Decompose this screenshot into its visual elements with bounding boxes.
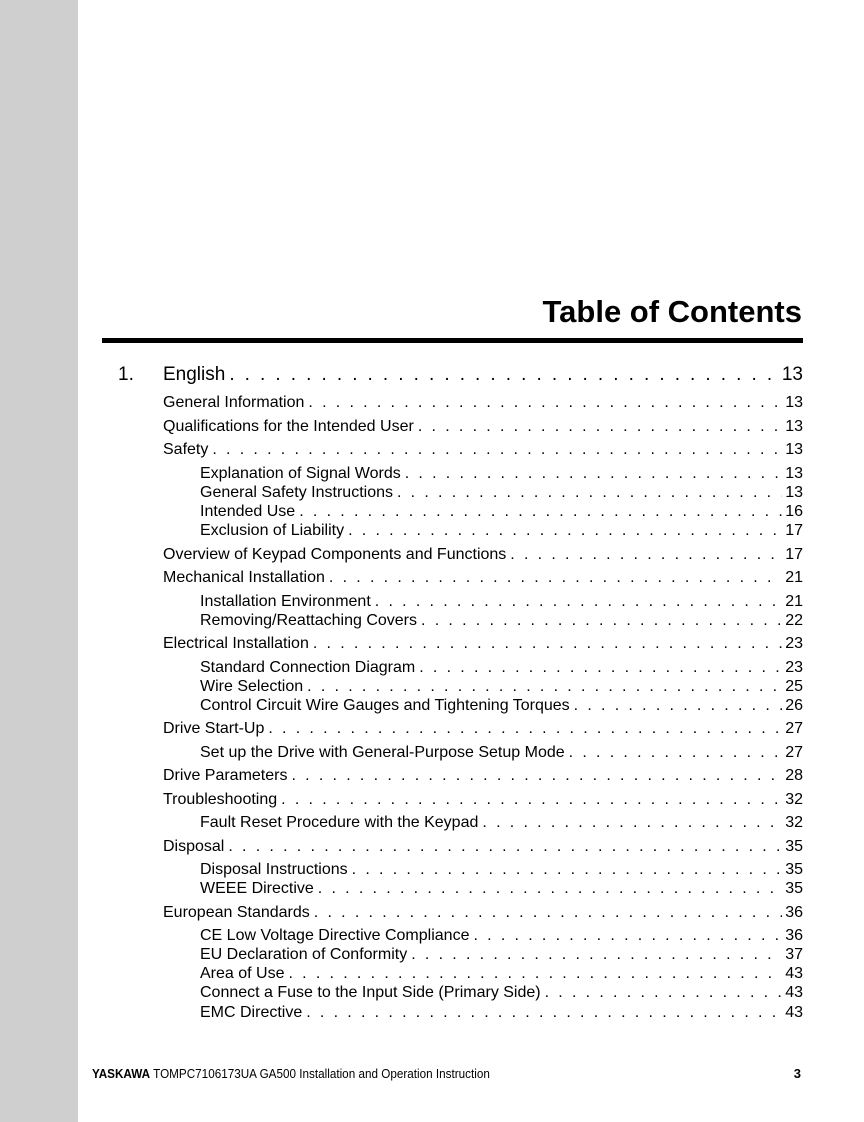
toc-page: 35 xyxy=(785,880,803,897)
toc-label: Set up the Drive with General-Purpose Setup Mode xyxy=(200,744,565,761)
leader-dots xyxy=(574,696,783,716)
leader-dots xyxy=(482,813,782,833)
page-number: 3 xyxy=(793,1066,801,1081)
toc-page: 22 xyxy=(785,612,803,629)
toc-label: Control Circuit Wire Gauges and Tightening Torques xyxy=(200,697,570,714)
toc-page: 35 xyxy=(785,838,803,855)
page-title: Table of Contents xyxy=(542,294,802,329)
leader-dots xyxy=(352,860,783,880)
toc-label: Electrical Installation xyxy=(163,635,309,652)
page-footer xyxy=(92,1066,490,1082)
toc-label: Overview of Keypad Components and Functions xyxy=(163,546,507,563)
toc-label: Installation Environment xyxy=(200,593,371,610)
footer-brand: YASKAWA xyxy=(92,1066,151,1081)
toc-subentry[interactable] xyxy=(200,502,803,522)
toc-page: 13 xyxy=(785,441,803,458)
toc-entry[interactable] xyxy=(163,440,803,460)
toc-page: 23 xyxy=(785,635,803,652)
leader-dots xyxy=(329,568,782,588)
toc-label: Area of Use xyxy=(200,965,285,982)
leader-dots xyxy=(229,363,779,387)
toc-entry[interactable] xyxy=(163,837,803,857)
leader-dots xyxy=(281,790,782,810)
toc-label: Safety xyxy=(163,441,209,458)
leader-dots xyxy=(228,837,782,857)
toc-page: 27 xyxy=(785,720,803,737)
toc-label: Removing/Reattaching Covers xyxy=(200,612,417,629)
leader-dots xyxy=(299,502,782,522)
leader-dots xyxy=(418,417,782,437)
toc-entry[interactable] xyxy=(163,393,803,413)
leader-dots xyxy=(318,879,782,899)
toc-label: Troubleshooting xyxy=(163,791,278,808)
toc-label: Mechanical Installation xyxy=(163,569,325,586)
toc-subentry[interactable] xyxy=(200,926,803,946)
toc-page: 25 xyxy=(785,678,803,695)
toc-page: 32 xyxy=(785,791,803,808)
toc-page: 13 xyxy=(785,418,803,435)
toc-label: Qualifications for the Intended User xyxy=(163,418,414,435)
toc-page: 36 xyxy=(785,927,803,944)
toc-label: General Safety Instructions xyxy=(200,484,393,501)
toc-subentry[interactable] xyxy=(200,860,803,880)
leader-dots xyxy=(473,926,782,946)
toc-entry[interactable] xyxy=(163,634,803,654)
leader-dots xyxy=(308,393,782,413)
leader-dots xyxy=(291,766,782,786)
toc-subentry[interactable] xyxy=(200,743,803,763)
toc-page: 13 xyxy=(781,364,803,385)
leader-dots xyxy=(545,983,783,1003)
toc-page: 21 xyxy=(785,569,803,586)
toc-page: 43 xyxy=(785,1004,803,1021)
toc-page: 43 xyxy=(785,965,803,982)
toc-subentry[interactable] xyxy=(200,464,803,484)
toc-subentry[interactable] xyxy=(200,1003,803,1023)
toc-page: 35 xyxy=(785,861,803,878)
toc-entry[interactable] xyxy=(163,903,803,923)
leader-dots xyxy=(419,658,782,678)
toc-page: 17 xyxy=(785,546,803,563)
toc-label: European Standards xyxy=(163,904,310,921)
toc-page: 28 xyxy=(785,767,803,784)
leader-dots xyxy=(348,521,782,541)
toc-subentry[interactable] xyxy=(200,483,803,503)
toc-label: English xyxy=(163,364,226,385)
leader-dots xyxy=(288,964,782,984)
toc-label: Standard Connection Diagram xyxy=(200,659,416,676)
toc-entry[interactable] xyxy=(163,790,803,810)
leader-dots xyxy=(411,945,782,965)
toc-subentry[interactable] xyxy=(200,696,803,716)
toc-page: 13 xyxy=(785,484,803,501)
toc-label: Explanation of Signal Words xyxy=(200,465,401,482)
toc-entry[interactable] xyxy=(163,719,803,739)
toc-page: 17 xyxy=(785,522,803,539)
leader-dots xyxy=(212,440,782,460)
toc-page: 13 xyxy=(785,465,803,482)
toc-page: 13 xyxy=(785,394,803,411)
toc-label: Intended Use xyxy=(200,503,296,520)
leader-dots xyxy=(307,677,782,697)
leader-dots xyxy=(405,464,782,484)
leader-dots xyxy=(306,1003,782,1023)
toc-page: 36 xyxy=(785,904,803,921)
toc-entry[interactable] xyxy=(163,417,803,437)
toc-page: 23 xyxy=(785,659,803,676)
toc-subentry[interactable] xyxy=(200,611,803,631)
toc-subentry[interactable] xyxy=(200,592,803,612)
toc-page: 27 xyxy=(785,744,803,761)
toc-subentry[interactable] xyxy=(200,879,803,899)
footer-document-title: TOMPC7106173UA GA500 Installation and Operation Instruction xyxy=(153,1066,490,1081)
toc-subentry[interactable] xyxy=(200,964,803,984)
toc-subentry[interactable] xyxy=(200,983,803,1003)
leader-dots xyxy=(314,903,782,923)
leader-dots xyxy=(397,483,782,503)
toc-page: 16 xyxy=(785,503,803,520)
toc-page: 21 xyxy=(785,593,803,610)
toc-label: EU Declaration of Conformity xyxy=(200,946,408,963)
toc-page: 43 xyxy=(785,984,803,1001)
toc-label: CE Low Voltage Directive Compliance xyxy=(200,927,470,944)
toc-page: 37 xyxy=(785,946,803,963)
chapter-number: 1. xyxy=(118,364,134,385)
toc-entry[interactable] xyxy=(163,545,803,565)
toc-subentry[interactable] xyxy=(200,677,803,697)
toc-label: Disposal xyxy=(163,838,225,855)
toc-page: 26 xyxy=(785,697,803,714)
toc-chapter-english[interactable] xyxy=(163,363,803,387)
leader-dots xyxy=(421,611,782,631)
leader-dots xyxy=(375,592,782,612)
leader-dots xyxy=(569,743,783,763)
leader-dots xyxy=(510,545,782,565)
leader-dots xyxy=(313,634,782,654)
toc-label: Connect a Fuse to the Input Side (Primary Side) xyxy=(200,984,541,1001)
leader-dots xyxy=(268,719,782,739)
toc-subentry[interactable] xyxy=(200,521,803,541)
toc-page: 32 xyxy=(785,814,803,831)
toc-subentry[interactable] xyxy=(200,658,803,678)
toc-label: Drive Start-Up xyxy=(163,720,265,737)
toc-label: Drive Parameters xyxy=(163,767,288,784)
toc-label: Wire Selection xyxy=(200,678,304,695)
toc-label: Exclusion of Liability xyxy=(200,522,345,539)
toc-label: General Information xyxy=(163,394,305,411)
toc-entry[interactable] xyxy=(163,568,803,588)
toc-label: Fault Reset Procedure with the Keypad xyxy=(200,814,479,831)
toc-label: WEEE Directive xyxy=(200,880,314,897)
toc-subentry[interactable] xyxy=(200,813,803,833)
toc-entry[interactable] xyxy=(163,766,803,786)
toc-label: Disposal Instructions xyxy=(200,861,348,878)
toc-subentry[interactable] xyxy=(200,945,803,965)
toc-label: EMC Directive xyxy=(200,1004,303,1021)
